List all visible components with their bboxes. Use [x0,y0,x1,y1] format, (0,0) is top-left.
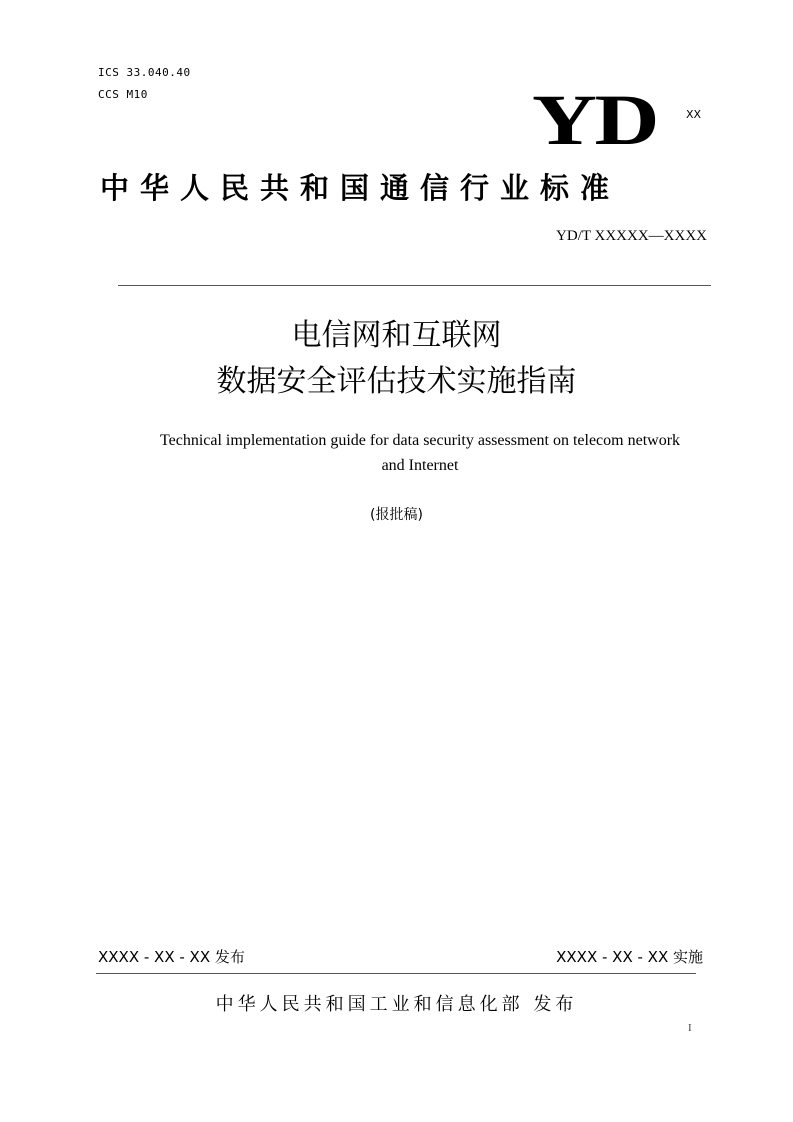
standard-title: 中华人民共和国通信行业标准 [100,171,621,205]
draft-status: (报批稿) [370,507,423,523]
standard-number: YD/T XXXXX—XXXX [556,228,707,244]
issuer: 中华人民共和国工业和信息化部 发布 [215,994,578,1015]
document-title-line-2: 数据安全评估技术实施指南 [216,364,577,399]
english-title [100,428,740,478]
yd-logo-suffix: XX [686,108,702,121]
effective-date: XXXX - XX - XX 实施 [556,948,703,966]
ccs-code: CCS M10 [98,88,148,101]
top-divider [118,285,711,286]
publish-date: XXXX - XX - XX 发布 [98,948,245,966]
english-title-line-2: and Internet [381,457,459,474]
english-title-line-1: Technical implementation guide for data security assessment on telecom network [159,432,681,449]
document-title-line-1: 电信网和互联网 [291,318,502,353]
page-number: I [688,1022,692,1034]
yd-logo: YD [532,80,657,160]
bottom-divider [96,973,696,974]
ics-code: ICS 33.040.40 [98,66,191,79]
